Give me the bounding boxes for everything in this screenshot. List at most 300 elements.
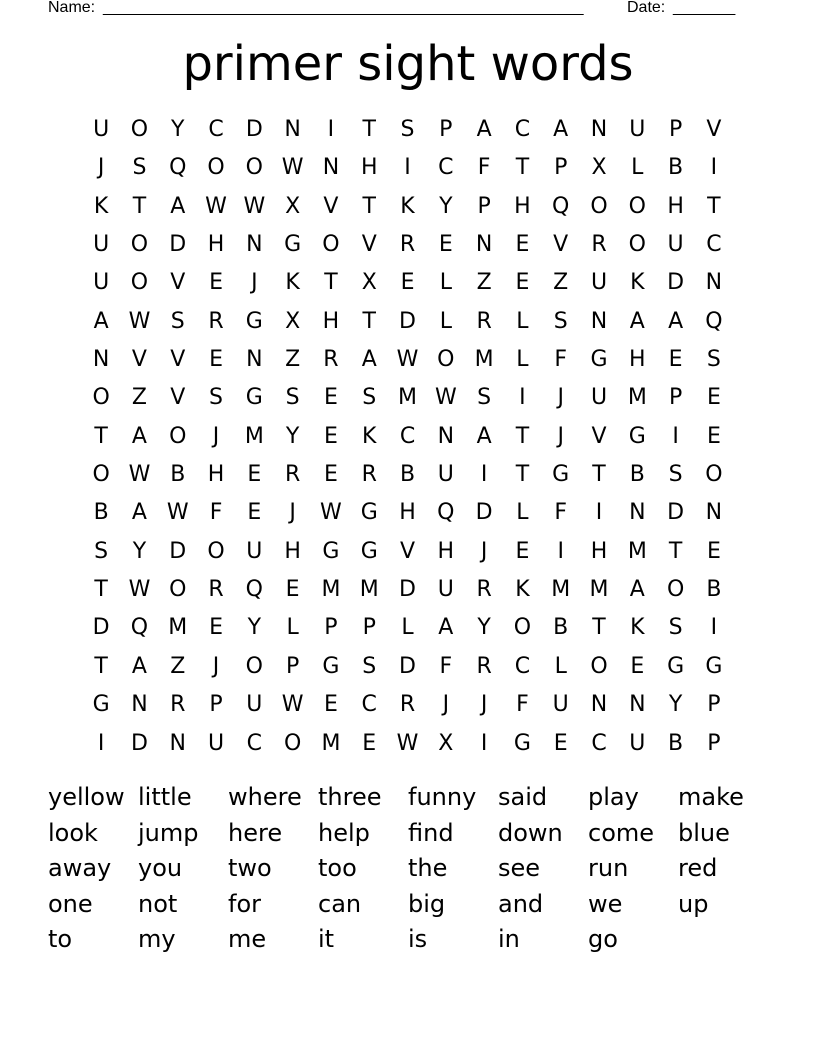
grid-letter[interactable]: B — [706, 577, 722, 603]
grid-letter[interactable]: T — [592, 615, 606, 641]
grid-letter[interactable]: S — [362, 385, 377, 411]
grid-letter[interactable]: U — [629, 117, 646, 142]
grid-letter[interactable]: W — [320, 500, 342, 526]
grid-letter[interactable]: V — [706, 117, 722, 142]
grid-letter[interactable]: Q — [437, 500, 455, 526]
grid-letter[interactable]: L — [554, 653, 567, 679]
grid-letter[interactable]: N — [590, 692, 608, 718]
grid-letter[interactable]: X — [361, 270, 377, 296]
grid-letter[interactable]: N — [705, 270, 723, 296]
grid-letter[interactable]: I — [480, 462, 488, 488]
grid-letter[interactable]: Z — [285, 347, 301, 373]
grid-letter[interactable]: E — [553, 730, 568, 756]
grid-letter[interactable]: R — [361, 462, 377, 488]
grid-letter[interactable]: E — [209, 615, 223, 641]
grid-letter[interactable]: A — [476, 117, 492, 142]
grid-letter[interactable]: T — [515, 462, 530, 488]
grid-letter[interactable]: E — [247, 500, 262, 526]
grid-letter[interactable]: I — [672, 423, 679, 449]
grid-letter[interactable]: E — [323, 385, 338, 411]
grid-letter[interactable]: C — [514, 653, 531, 679]
grid-letter[interactable]: V — [131, 347, 147, 373]
grid-letter[interactable]: O — [92, 385, 110, 411]
grid-letter[interactable]: U — [590, 385, 608, 411]
grid-letter[interactable]: O — [130, 270, 149, 296]
grid-letter[interactable]: L — [439, 270, 452, 296]
grid-letter[interactable]: O — [207, 538, 225, 564]
grid-letter[interactable]: D — [130, 730, 148, 756]
word-bank-item: can — [318, 889, 362, 918]
grid-letter[interactable]: Z — [553, 270, 569, 296]
grid-letter[interactable]: T — [668, 538, 683, 564]
grid-letter[interactable]: N — [169, 730, 186, 756]
grid-letter[interactable]: N — [246, 232, 263, 258]
grid-letter[interactable]: A — [668, 308, 684, 334]
grid-letter[interactable]: S — [668, 615, 683, 641]
grid-letter[interactable]: T — [324, 270, 338, 296]
grid-letter[interactable]: E — [706, 385, 721, 411]
grid-letter[interactable]: F — [516, 692, 529, 718]
grid-letter[interactable]: P — [285, 653, 300, 679]
grid-letter[interactable]: H — [284, 538, 301, 564]
grid-letter[interactable]: L — [631, 155, 644, 181]
grid-letter[interactable]: K — [93, 193, 109, 219]
grid-letter[interactable]: L — [516, 347, 529, 373]
grid-letter[interactable]: C — [591, 730, 607, 756]
grid-letter[interactable]: Q — [552, 193, 570, 219]
grid-letter[interactable]: I — [557, 538, 564, 564]
grid-letter[interactable]: T — [592, 462, 606, 488]
grid-letter[interactable]: I — [97, 730, 105, 756]
grid-letter[interactable]: B — [170, 462, 186, 488]
name-blank-line[interactable]: ______________________________________________________ — [103, 0, 584, 16]
grid-letter[interactable]: J — [251, 270, 258, 296]
grid-letter[interactable]: E — [362, 730, 377, 756]
grid-letter[interactable]: H — [514, 193, 531, 219]
word-bank-item: me — [228, 925, 267, 953]
grid-letter[interactable]: O — [590, 193, 608, 219]
grid-letter[interactable]: T — [362, 193, 376, 219]
grid-letter[interactable]: Q — [245, 577, 263, 603]
grid-letter[interactable]: A — [629, 308, 645, 334]
grid-letter[interactable]: R — [323, 347, 339, 373]
grid-letter[interactable]: N — [590, 308, 608, 334]
grid-letter[interactable]: O — [283, 730, 302, 756]
grid-letter[interactable]: H — [360, 155, 378, 181]
grid-letter[interactable]: J — [97, 155, 105, 181]
grid-letter[interactable]: R — [591, 232, 607, 258]
grid-letter[interactable]: N — [322, 155, 340, 181]
grid-letter[interactable]: E — [706, 538, 721, 564]
grid-letter[interactable]: H — [667, 193, 684, 219]
grid-letter[interactable]: M — [627, 385, 647, 411]
grid-letter[interactable]: J — [212, 653, 220, 679]
grid-letter[interactable]: E — [247, 462, 262, 488]
grid-letter[interactable]: L — [286, 615, 299, 641]
grid-letter[interactable]: F — [477, 155, 491, 181]
grid-letter[interactable]: H — [590, 538, 608, 564]
grid-letter[interactable]: W — [281, 155, 304, 181]
grid-letter[interactable]: G — [513, 730, 531, 756]
grid-letter[interactable]: C — [514, 117, 531, 142]
grid-letter[interactable]: D — [245, 117, 263, 142]
grid-letter[interactable]: P — [668, 385, 683, 411]
grid-letter[interactable]: J — [480, 692, 488, 718]
grid-letter[interactable]: M — [398, 385, 418, 411]
grid-letter[interactable]: Q — [169, 155, 187, 181]
grid-letter[interactable]: I — [404, 155, 411, 181]
grid-letter[interactable]: E — [706, 423, 721, 449]
grid-letter[interactable]: O — [590, 653, 608, 679]
grid-letter[interactable]: E — [323, 423, 338, 449]
grid-letter[interactable]: C — [399, 423, 416, 449]
grid-letter[interactable]: V — [361, 232, 377, 258]
grid-letter[interactable]: A — [93, 308, 109, 334]
grid-letter[interactable]: V — [170, 347, 186, 373]
grid-letter[interactable]: D — [667, 270, 685, 296]
grid-letter[interactable]: J — [212, 423, 220, 449]
grid-letter[interactable]: P — [707, 730, 721, 756]
grid-letter[interactable]: U — [246, 538, 263, 564]
grid-letter[interactable]: F — [439, 653, 453, 679]
grid-letter[interactable]: D — [399, 577, 416, 603]
grid-letter[interactable]: W — [128, 577, 151, 603]
grid-letter[interactable]: Y — [285, 423, 300, 449]
grid-letter[interactable]: R — [170, 692, 186, 718]
grid-letter[interactable]: N — [284, 117, 301, 142]
grid-letter[interactable]: R — [476, 653, 492, 679]
grid-letter[interactable]: N — [246, 347, 263, 373]
grid-letter[interactable]: W — [205, 193, 227, 219]
grid-letter[interactable]: Y — [171, 117, 185, 142]
grid-letter[interactable]: X — [438, 730, 454, 756]
grid-letter[interactable]: G — [705, 653, 723, 679]
grid-letter[interactable]: O — [130, 117, 149, 142]
grid-letter[interactable]: I — [519, 385, 526, 411]
grid-letter[interactable]: S — [668, 462, 683, 488]
grid-letter[interactable]: J — [289, 500, 296, 526]
grid-letter[interactable]: P — [707, 692, 721, 718]
grid-letter[interactable]: M — [359, 577, 379, 603]
grid-letter[interactable]: M — [474, 347, 494, 373]
grid-letter[interactable]: O — [92, 462, 110, 488]
grid-letter[interactable]: M — [168, 615, 188, 641]
grid-letter[interactable]: C — [361, 692, 377, 718]
grid-letter[interactable]: O — [245, 155, 263, 181]
grid-letter[interactable]: J — [557, 385, 564, 411]
grid-letter[interactable]: B — [399, 462, 416, 488]
grid-letter[interactable]: E — [285, 577, 300, 603]
grid-letter[interactable]: W — [166, 500, 189, 526]
grid-letter[interactable]: S — [94, 538, 109, 564]
grid-letter[interactable]: J — [442, 692, 450, 718]
grid-letter[interactable]: R — [284, 462, 301, 488]
grid-letter[interactable]: M — [244, 423, 264, 449]
grid-letter[interactable]: E — [209, 270, 223, 296]
grid-letter[interactable]: U — [93, 232, 110, 258]
grid-letter[interactable]: Z — [170, 653, 186, 679]
grid-letter[interactable]: G — [590, 347, 608, 373]
grid-letter[interactable]: S — [706, 347, 721, 373]
grid-letter[interactable]: E — [438, 232, 453, 258]
grid-letter[interactable]: T — [362, 117, 376, 142]
grid-letter[interactable]: D — [667, 500, 685, 526]
grid-letter[interactable]: N — [590, 117, 608, 142]
grid-letter[interactable]: F — [554, 347, 568, 373]
grid-letter[interactable]: H — [322, 308, 340, 334]
grid-letter[interactable]: C — [208, 117, 224, 142]
grid-letter[interactable]: T — [362, 308, 376, 334]
grid-letter[interactable]: Z — [476, 270, 492, 296]
grid-letter[interactable]: P — [477, 193, 491, 219]
grid-letter[interactable]: I — [327, 117, 335, 142]
grid-letter[interactable]: G — [322, 653, 340, 679]
grid-letter[interactable]: L — [439, 308, 452, 334]
grid-letter[interactable]: M — [589, 577, 609, 603]
grid-letter[interactable]: A — [170, 193, 186, 219]
grid-letter[interactable]: L — [401, 615, 414, 641]
grid-letter[interactable]: N — [475, 232, 493, 258]
grid-letter[interactable]: O — [513, 615, 532, 641]
grid-letter[interactable]: R — [208, 308, 224, 334]
grid-letter[interactable]: D — [169, 538, 187, 564]
grid-letter[interactable]: J — [557, 423, 564, 449]
grid-letter[interactable]: G — [360, 538, 378, 564]
grid-letter[interactable]: U — [667, 232, 684, 258]
grid-letter[interactable]: N — [131, 692, 148, 718]
grid-letter[interactable]: T — [94, 577, 108, 603]
grid-letter[interactable]: N — [437, 423, 455, 449]
grid-letter[interactable]: S — [362, 653, 377, 679]
grid-letter[interactable]: G — [322, 538, 340, 564]
grid-letter[interactable]: N — [705, 500, 723, 526]
grid-letter[interactable]: K — [285, 270, 300, 296]
grid-letter[interactable]: Y — [668, 692, 683, 718]
grid-letter[interactable]: U — [207, 730, 225, 756]
grid-letter[interactable]: A — [131, 653, 147, 679]
grid-letter[interactable]: B — [629, 462, 645, 488]
grid-letter[interactable]: P — [324, 615, 338, 641]
grid-letter[interactable]: M — [551, 577, 571, 603]
grid-letter[interactable]: E — [515, 232, 530, 258]
grid-letter[interactable]: V — [323, 193, 339, 219]
grid-letter[interactable]: K — [515, 577, 530, 603]
grid-letter[interactable]: Y — [247, 615, 262, 641]
grid-letter[interactable]: G — [667, 653, 685, 679]
word-bank-item: is — [408, 925, 428, 953]
grid-letter[interactable]: K — [362, 423, 377, 449]
grid-letter[interactable]: M — [321, 577, 341, 603]
grid-letter[interactable]: A — [131, 423, 147, 449]
grid-letter[interactable]: V — [591, 423, 607, 449]
grid-letter[interactable]: B — [668, 155, 684, 181]
grid-letter[interactable]: O — [628, 232, 646, 258]
grid-letter[interactable]: W — [396, 730, 419, 756]
grid-letter[interactable]: A — [629, 577, 645, 603]
grid-letter[interactable]: B — [668, 730, 684, 756]
grid-letter[interactable]: G — [245, 385, 263, 411]
grid-letter[interactable]: Q — [130, 615, 149, 641]
grid-letter[interactable]: U — [437, 577, 454, 603]
grid-letter[interactable]: N — [629, 500, 646, 526]
grid-letter[interactable]: S — [285, 385, 300, 411]
word-bank-item: down — [498, 818, 563, 847]
grid-letter[interactable]: H — [207, 462, 225, 488]
grid-letter[interactable]: E — [668, 347, 683, 373]
grid-letter[interactable]: Y — [439, 193, 453, 219]
grid-letter[interactable]: N — [92, 347, 110, 373]
grid-letter[interactable]: S — [477, 385, 492, 411]
grid-letter[interactable]: W — [128, 462, 151, 488]
grid-letter[interactable]: G — [92, 692, 110, 718]
grid-letter[interactable]: Y — [132, 538, 147, 564]
grid-letter[interactable]: K — [630, 270, 645, 296]
grid-letter[interactable]: U — [93, 270, 110, 296]
grid-letter[interactable]: A — [438, 615, 454, 641]
grid-letter[interactable]: I — [595, 500, 603, 526]
grid-letter[interactable]: D — [475, 500, 493, 526]
grid-letter[interactable]: P — [362, 615, 376, 641]
grid-letter[interactable]: X — [285, 308, 301, 334]
grid-letter[interactable]: H — [399, 500, 416, 526]
grid-letter[interactable]: E — [515, 270, 530, 296]
grid-letter[interactable]: G — [245, 308, 263, 334]
grid-letter[interactable]: C — [438, 155, 454, 181]
grid-letter[interactable]: Z — [131, 385, 147, 411]
grid-letter[interactable]: S — [209, 385, 224, 411]
grid-letter[interactable]: U — [93, 117, 110, 142]
grid-letter[interactable]: U — [552, 692, 569, 718]
grid-letter[interactable]: W — [128, 308, 151, 334]
grid-letter[interactable]: U — [437, 462, 454, 488]
grid-letter[interactable]: A — [361, 347, 377, 373]
grid-letter[interactable]: T — [515, 423, 530, 449]
grid-letter[interactable]: L — [516, 308, 529, 334]
grid-letter[interactable]: V — [553, 232, 569, 258]
grid-letter[interactable]: Q — [705, 308, 723, 334]
grid-letter[interactable]: W — [434, 385, 457, 411]
grid-letter[interactable]: H — [207, 232, 225, 258]
grid-letter[interactable]: A — [553, 117, 569, 142]
grid-letter[interactable]: U — [629, 730, 646, 756]
grid-letter[interactable]: I — [480, 730, 488, 756]
grid-letter[interactable]: O — [666, 577, 685, 603]
grid-letter[interactable]: T — [132, 193, 147, 219]
grid-letter[interactable]: C — [706, 232, 722, 258]
grid-letter[interactable]: E — [515, 538, 530, 564]
grid-letter[interactable]: U — [246, 692, 263, 718]
grid-letter[interactable]: F — [209, 500, 223, 526]
grid-letter[interactable]: O — [130, 232, 149, 258]
grid-letter[interactable]: K — [630, 615, 645, 641]
grid-letter[interactable]: G — [284, 232, 302, 258]
grid-letter[interactable]: R — [476, 308, 492, 334]
grid-letter[interactable]: Y — [477, 615, 491, 641]
grid-letter[interactable]: O — [705, 462, 723, 488]
grid-letter[interactable]: G — [552, 462, 570, 488]
grid-letter[interactable]: R — [399, 692, 416, 718]
grid-letter[interactable]: O — [437, 347, 455, 373]
grid-letter[interactable]: V — [170, 385, 186, 411]
grid-letter[interactable]: E — [400, 270, 415, 296]
grid-letter[interactable]: H — [437, 538, 455, 564]
grid-letter[interactable]: O — [628, 193, 646, 219]
grid-letter[interactable]: O — [207, 155, 225, 181]
grid-letter[interactable]: I — [710, 155, 718, 181]
grid-letter[interactable]: V — [399, 538, 416, 564]
grid-letter[interactable]: E — [209, 347, 223, 373]
grid-letter[interactable]: B — [553, 615, 569, 641]
grid-letter[interactable]: E — [323, 462, 338, 488]
grid-letter[interactable]: L — [516, 500, 529, 526]
word-bank-item: jump — [138, 818, 199, 847]
grid-letter[interactable]: S — [170, 308, 185, 334]
grid-letter[interactable]: D — [92, 615, 110, 641]
grid-letter[interactable]: V — [170, 270, 186, 296]
grid-letter[interactable]: P — [668, 117, 683, 142]
date-blank-line[interactable]: _______ — [673, 0, 736, 16]
grid-letter[interactable]: K — [400, 193, 415, 219]
grid-letter[interactable]: B — [93, 500, 109, 526]
grid-letter[interactable]: W — [396, 347, 419, 373]
grid-letter[interactable]: M — [321, 730, 341, 756]
grid-letter[interactable]: M — [627, 538, 647, 564]
grid-letter[interactable]: E — [323, 692, 338, 718]
date-label: Date: — [627, 0, 666, 16]
grid-letter[interactable]: O — [245, 653, 263, 679]
grid-letter[interactable]: P — [554, 155, 568, 181]
grid-letter[interactable]: S — [132, 155, 147, 181]
grid-letter[interactable]: R — [208, 577, 224, 603]
grid-letter[interactable]: T — [707, 193, 721, 219]
grid-letter[interactable]: S — [400, 117, 415, 142]
grid-letter[interactable]: I — [710, 615, 718, 641]
word-bank — [48, 780, 768, 958]
grid-letter[interactable]: R — [399, 232, 416, 258]
grid-letter[interactable]: X — [285, 193, 301, 219]
grid-letter[interactable]: O — [169, 577, 187, 603]
grid-letter[interactable]: W — [243, 193, 266, 219]
grid-letter[interactable]: D — [399, 653, 416, 679]
grid-letter[interactable]: R — [476, 577, 492, 603]
grid-letter[interactable]: T — [94, 653, 108, 679]
grid-letter[interactable]: F — [554, 500, 568, 526]
grid-letter[interactable]: A — [476, 423, 492, 449]
grid-letter[interactable]: T — [515, 155, 530, 181]
grid-letter[interactable]: G — [628, 423, 646, 449]
grid-letter[interactable]: O — [322, 232, 340, 258]
grid-letter[interactable]: G — [360, 500, 378, 526]
grid-letter[interactable]: D — [399, 308, 416, 334]
grid-letter[interactable]: T — [94, 423, 108, 449]
grid-letter[interactable]: W — [281, 692, 304, 718]
grid-letter[interactable]: E — [630, 653, 645, 679]
grid-letter[interactable]: D — [169, 232, 187, 258]
grid-letter[interactable]: N — [629, 692, 646, 718]
grid-letter[interactable]: J — [480, 538, 488, 564]
grid-letter[interactable]: P — [439, 117, 453, 142]
grid-letter[interactable]: A — [131, 500, 147, 526]
grid-letter[interactable]: P — [209, 692, 223, 718]
word-bank-item: red — [678, 854, 718, 882]
grid-letter[interactable]: H — [629, 347, 646, 373]
grid-letter[interactable]: S — [553, 308, 568, 334]
grid-letter[interactable]: U — [590, 270, 608, 296]
grid-letter[interactable]: O — [169, 423, 187, 449]
word-bank-item: help — [318, 818, 370, 847]
grid-letter[interactable]: C — [246, 730, 263, 756]
grid-letter[interactable]: X — [591, 155, 607, 181]
